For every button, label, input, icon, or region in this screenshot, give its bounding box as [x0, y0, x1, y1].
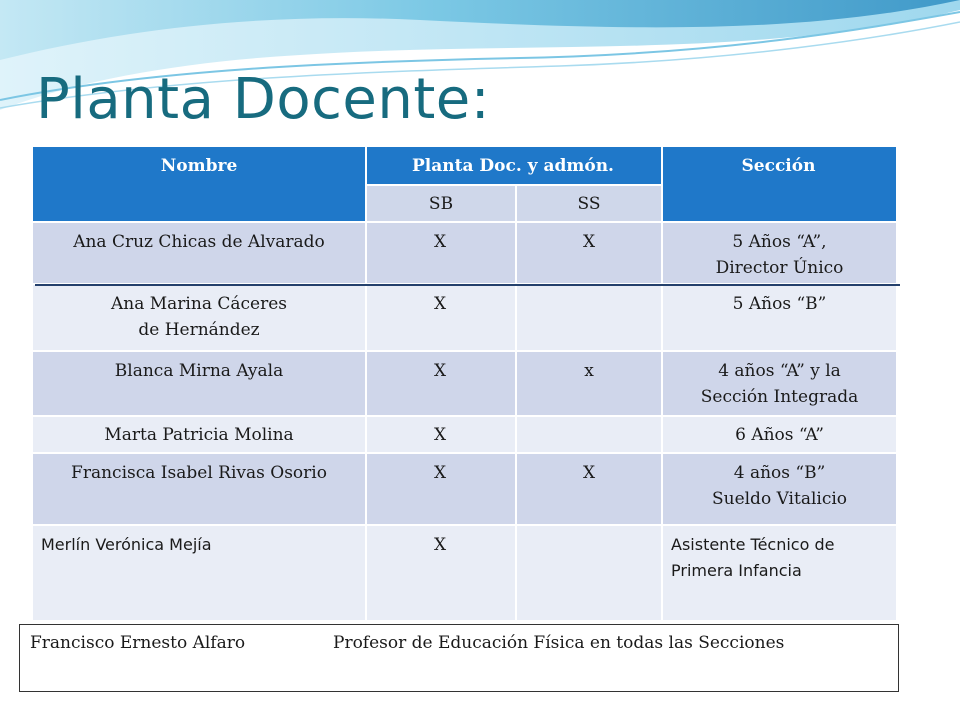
header-sb-label: SB — [428, 193, 454, 214]
header-seccion — [661, 147, 896, 221]
cell-seccion — [663, 526, 896, 620]
nombre-line: de Hernández — [138, 320, 260, 340]
nombre-line: Ana Cruz Chicas de Alvarado — [73, 232, 325, 252]
header-planta — [365, 147, 661, 186]
cell-nombre — [33, 223, 365, 283]
cell-seccion — [663, 223, 896, 283]
column-divider — [661, 147, 663, 620]
cell-ss: X — [582, 463, 596, 483]
footer-box — [19, 624, 899, 692]
footer-name: Francisco Ernesto Alfaro — [30, 633, 246, 653]
header-seccion-label: Sección — [741, 156, 816, 176]
seccion-line: Sueldo Vitalicio — [711, 489, 848, 509]
cell-seccion — [663, 454, 896, 524]
seccion-line: 6 Años “A” — [735, 424, 824, 445]
cell-sb: X — [433, 463, 447, 483]
column-divider — [515, 186, 517, 620]
seccion-line: Sección Integrada — [700, 387, 859, 407]
cell-nombre — [33, 352, 365, 415]
cell-sb: X — [433, 535, 447, 555]
column-divider — [365, 147, 367, 620]
nombre-line: Marta Patricia Molina — [104, 424, 294, 445]
seccion-line: 5 Años “B” — [732, 294, 827, 314]
cell-ss: x — [584, 361, 594, 381]
seccion-line: Director Único — [715, 258, 844, 278]
header-sb — [367, 186, 515, 221]
header-ss-label: SS — [577, 193, 601, 214]
cell-nombre — [33, 454, 365, 524]
cell-nombre — [33, 285, 365, 350]
cell-nombre — [33, 526, 365, 620]
header-planta-label: Planta Doc. y admón. — [412, 156, 614, 176]
footer-role: Profesor de Educación Física en todas las Secciones — [333, 633, 785, 653]
nombre-line: Merlín Verónica Mejía — [41, 535, 212, 554]
header-nombre-label: Nombre — [160, 156, 238, 176]
staff-table — [33, 147, 896, 620]
cell-sb: X — [433, 294, 447, 314]
cell-nombre — [33, 417, 365, 452]
cell-ss: X — [582, 232, 596, 252]
accent-line — [35, 284, 900, 286]
page-title: Planta Docente: — [36, 67, 491, 132]
cell-ss — [517, 526, 661, 620]
seccion-line: Primera Infancia — [671, 561, 802, 580]
seccion-line: Asistente Técnico de — [671, 535, 835, 554]
row-divider — [365, 184, 663, 186]
cell-seccion — [663, 417, 896, 452]
header-nombre — [33, 147, 365, 221]
seccion-line: 4 años “B” — [733, 463, 826, 483]
seccion-line: 4 años “A” y la — [718, 361, 841, 381]
cell-seccion — [663, 352, 896, 415]
nombre-line: Blanca Mirna Ayala — [114, 361, 284, 381]
cell-sb: X — [433, 424, 447, 445]
cell-seccion — [663, 285, 896, 350]
cell-ss — [517, 417, 661, 452]
seccion-line: 5 Años “A”, — [732, 232, 827, 252]
cell-sb: X — [433, 361, 447, 381]
cell-sb: X — [433, 232, 447, 252]
nombre-line: Ana Marina Cáceres — [111, 294, 287, 314]
header-ss — [517, 186, 661, 221]
cell-ss — [517, 285, 661, 350]
nombre-line: Francisca Isabel Rivas Osorio — [71, 463, 327, 483]
